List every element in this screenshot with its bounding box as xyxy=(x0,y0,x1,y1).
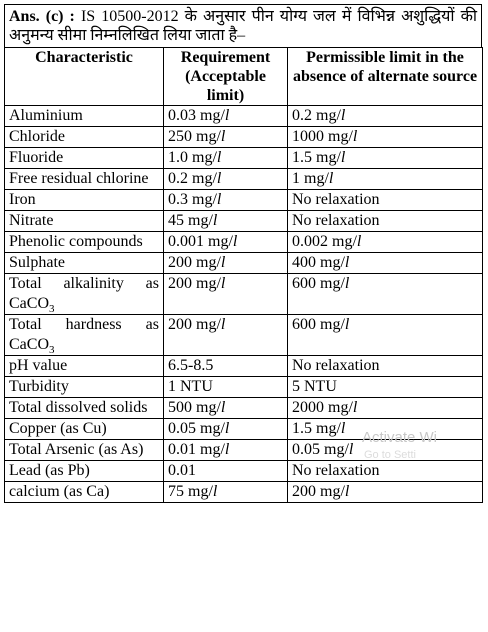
table-row xyxy=(5,127,483,148)
cell-requirement: 0.001 mg/l xyxy=(164,232,288,253)
cell-characteristic: calcium (as Ca) xyxy=(5,482,164,503)
cell-requirement: 75 mg/l xyxy=(164,482,288,503)
table-row xyxy=(5,232,483,253)
table-header-row xyxy=(5,48,483,106)
table-row xyxy=(5,356,483,377)
cell-characteristic: Sulphate xyxy=(5,253,164,274)
cell-characteristic: Total Arsenic (as As) xyxy=(5,440,164,461)
cell-permissible: 1000 mg/l xyxy=(288,127,483,148)
cell-permissible: 1 mg/l xyxy=(288,169,483,190)
cell-characteristic: Total alkalinity as CaCO$_3$ xyxy=(5,274,164,315)
table-row xyxy=(5,253,483,274)
answer-intro xyxy=(4,4,482,47)
table-row xyxy=(5,274,483,315)
table-row xyxy=(5,148,483,169)
cell-requirement: 200 mg/l xyxy=(164,253,288,274)
table-row xyxy=(5,106,483,127)
cell-characteristic: Aluminium xyxy=(5,106,164,127)
header-permissible: Permissible limit in the absence of alternate source xyxy=(288,48,483,106)
cell-permissible: 0.2 mg/l xyxy=(288,106,483,127)
cell-permissible: No relaxation xyxy=(288,211,483,232)
header-characteristic: Characteristic xyxy=(5,48,164,106)
cell-requirement: 0.3 mg/l xyxy=(164,190,288,211)
cell-permissible: 5 NTU xyxy=(288,377,483,398)
cell-requirement: 200 mg/l xyxy=(164,274,288,315)
cell-characteristic: Nitrate xyxy=(5,211,164,232)
cell-characteristic: Turbidity xyxy=(5,377,164,398)
table-row xyxy=(5,190,483,211)
answer-intro-text: IS 10500-2012 के अनुसार पीन योग्य जल में विभिन्न अशुद्धियों की अनुमन्य सीमा निम्नलिखित लिया जाता है– xyxy=(9,8,478,44)
cell-requirement: 0.01 mg/l xyxy=(164,440,288,461)
table-row xyxy=(5,211,483,232)
table-row xyxy=(5,398,483,419)
table-body xyxy=(5,106,483,503)
cell-characteristic: Phenolic compounds xyxy=(5,232,164,253)
activate-windows-subtext: Go to Setti xyxy=(364,449,416,461)
cell-characteristic: pH value xyxy=(5,356,164,377)
header-requirement: Requirement (Acceptable limit) xyxy=(164,48,288,106)
cell-permissible: 0.002 mg/l xyxy=(288,232,483,253)
cell-characteristic: Copper (as Cu) xyxy=(5,419,164,440)
cell-permissible: No relaxation xyxy=(288,461,483,482)
answer-block xyxy=(4,4,482,503)
table-row xyxy=(5,315,483,356)
cell-characteristic: Lead (as Pb) xyxy=(5,461,164,482)
cell-permissible: 200 mg/l xyxy=(288,482,483,503)
table-row xyxy=(5,461,483,482)
cell-permissible: 1.5 mg/l xyxy=(288,419,483,440)
cell-requirement: 0.03 mg/l xyxy=(164,106,288,127)
cell-characteristic: Free residual chlorine xyxy=(5,169,164,190)
cell-characteristic: Chloride xyxy=(5,127,164,148)
cell-requirement: 0.05 mg/l xyxy=(164,419,288,440)
cell-permissible: 1.5 mg/l xyxy=(288,148,483,169)
cell-requirement: 250 mg/l xyxy=(164,127,288,148)
answer-label: Ans. (c) : xyxy=(9,8,75,25)
cell-requirement: 45 mg/l xyxy=(164,211,288,232)
cell-requirement: 0.01 xyxy=(164,461,288,482)
cell-requirement: 500 mg/l xyxy=(164,398,288,419)
water-quality-table xyxy=(4,47,483,503)
cell-permissible: No relaxation xyxy=(288,190,483,211)
cell-characteristic: Total hardness as CaCO$_3$ xyxy=(5,315,164,356)
cell-characteristic: Fluoride xyxy=(5,148,164,169)
cell-requirement: 0.2 mg/l xyxy=(164,169,288,190)
cell-characteristic: Total dissolved solids xyxy=(5,398,164,419)
table-row xyxy=(5,419,483,440)
cell-permissible: 0.05 mg/l xyxy=(288,440,483,461)
table-row xyxy=(5,169,483,190)
cell-requirement: 1 NTU xyxy=(164,377,288,398)
cell-permissible: 2000 mg/l xyxy=(288,398,483,419)
cell-permissible: 600 mg/l xyxy=(288,315,483,356)
table-row xyxy=(5,377,483,398)
table-row xyxy=(5,482,483,503)
activate-windows-watermark: Activate Wi xyxy=(362,429,438,446)
cell-requirement: 6.5-8.5 xyxy=(164,356,288,377)
table-row xyxy=(5,440,483,461)
cell-characteristic: Iron xyxy=(5,190,164,211)
cell-permissible: 600 mg/l xyxy=(288,274,483,315)
cell-requirement: 1.0 mg/l xyxy=(164,148,288,169)
cell-permissible: No relaxation xyxy=(288,356,483,377)
cell-requirement: 200 mg/l xyxy=(164,315,288,356)
cell-permissible: 400 mg/l xyxy=(288,253,483,274)
